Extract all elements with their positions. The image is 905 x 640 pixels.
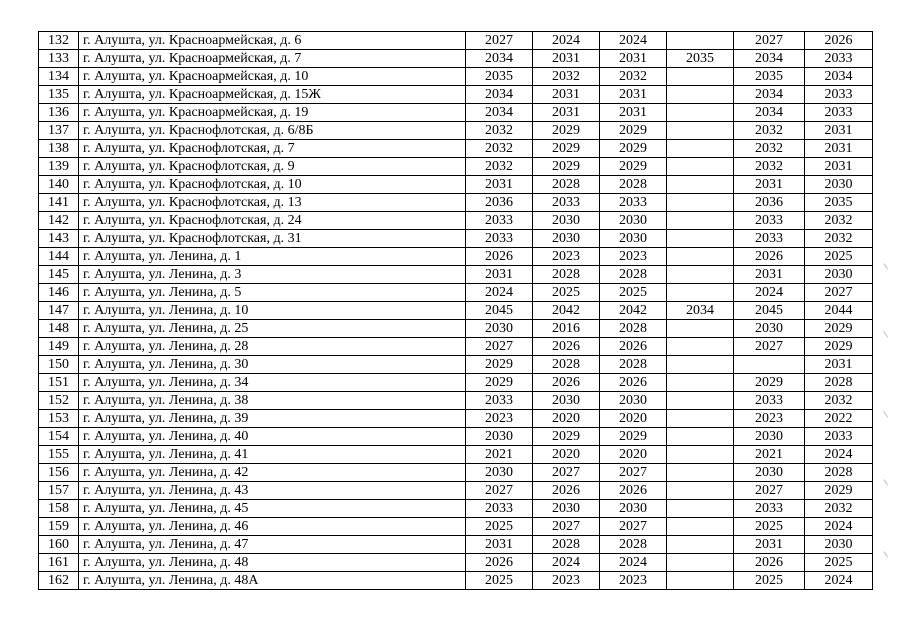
year-cell-6: 2032 — [805, 230, 873, 248]
year-cell-1: 2031 — [466, 266, 533, 284]
table-row — [39, 482, 873, 500]
address-cell: г. Алушта, ул. Ленина, д. 34 — [79, 374, 466, 392]
row-number-cell: 152 — [39, 392, 79, 410]
year-cell-6: 2025 — [805, 554, 873, 572]
year-cell-6: 2031 — [805, 356, 873, 374]
year-cell-5: 2025 — [734, 518, 805, 536]
year-cell-4 — [667, 230, 734, 248]
address-cell: г. Алушта, ул. Ленина, д. 1 — [79, 248, 466, 266]
year-cell-4 — [667, 410, 734, 428]
year-cell-6: 2029 — [805, 320, 873, 338]
address-cell: г. Алушта, ул. Краснофлотская, д. 7 — [79, 140, 466, 158]
year-cell-1: 2032 — [466, 140, 533, 158]
year-cell-3: 2026 — [600, 482, 667, 500]
year-cell-4 — [667, 572, 734, 590]
year-cell-4 — [667, 248, 734, 266]
year-cell-5: 2031 — [734, 266, 805, 284]
year-cell-6: 2027 — [805, 284, 873, 302]
year-cell-4 — [667, 428, 734, 446]
address-cell: г. Алушта, ул. Ленина, д. 38 — [79, 392, 466, 410]
address-cell: г. Алушта, ул. Ленина, д. 47 — [79, 536, 466, 554]
year-cell-2: 2031 — [533, 86, 600, 104]
address-cell: г. Алушта, ул. Красноармейская, д. 10 — [79, 68, 466, 86]
year-cell-3: 2025 — [600, 284, 667, 302]
address-cell: г. Алушта, ул. Ленина, д. 28 — [79, 338, 466, 356]
address-cell: г. Алушта, ул. Ленина, д. 25 — [79, 320, 466, 338]
year-cell-2: 2030 — [533, 230, 600, 248]
year-cell-1: 2029 — [466, 356, 533, 374]
row-number-cell: 158 — [39, 500, 79, 518]
table-row — [39, 410, 873, 428]
year-cell-1: 2035 — [466, 68, 533, 86]
year-cell-1: 2033 — [466, 500, 533, 518]
table-row — [39, 428, 873, 446]
address-cell: г. Алушта, ул. Ленина, д. 48 — [79, 554, 466, 572]
year-cell-1: 2033 — [466, 392, 533, 410]
year-cell-4 — [667, 392, 734, 410]
row-number-cell: 156 — [39, 464, 79, 482]
table-row — [39, 230, 873, 248]
table-body — [39, 32, 873, 590]
year-cell-6: 2030 — [805, 266, 873, 284]
year-cell-2: 2028 — [533, 176, 600, 194]
row-number-cell: 145 — [39, 266, 79, 284]
year-cell-1: 2027 — [466, 482, 533, 500]
row-number-cell: 159 — [39, 518, 79, 536]
year-cell-2: 2029 — [533, 140, 600, 158]
table-row — [39, 86, 873, 104]
year-cell-2: 2026 — [533, 374, 600, 392]
year-cell-3: 2031 — [600, 104, 667, 122]
year-cell-4 — [667, 266, 734, 284]
address-cell: г. Алушта, ул. Ленина, д. 45 — [79, 500, 466, 518]
year-cell-1: 2032 — [466, 122, 533, 140]
row-number-cell: 139 — [39, 158, 79, 176]
year-cell-3: 2028 — [600, 266, 667, 284]
table-row — [39, 446, 873, 464]
year-cell-2: 2026 — [533, 338, 600, 356]
address-cell: г. Алушта, ул. Ленина, д. 5 — [79, 284, 466, 302]
table-row — [39, 104, 873, 122]
year-cell-3: 2026 — [600, 374, 667, 392]
address-cell: г. Алушта, ул. Краснофлотская, д. 31 — [79, 230, 466, 248]
year-cell-5: 2027 — [734, 32, 805, 50]
year-cell-1: 2033 — [466, 230, 533, 248]
year-cell-5: 2023 — [734, 410, 805, 428]
row-number-cell: 162 — [39, 572, 79, 590]
year-cell-6: 2024 — [805, 518, 873, 536]
address-cell: г. Алушта, ул. Красноармейская, д. 6 — [79, 32, 466, 50]
table-row — [39, 500, 873, 518]
year-cell-5: 2027 — [734, 338, 805, 356]
year-cell-3: 2028 — [600, 536, 667, 554]
table-row — [39, 572, 873, 590]
year-cell-5: 2033 — [734, 500, 805, 518]
table-row — [39, 536, 873, 554]
year-cell-5: 2030 — [734, 320, 805, 338]
table-row — [39, 554, 873, 572]
year-cell-5: 2027 — [734, 482, 805, 500]
year-cell-1: 2025 — [466, 518, 533, 536]
year-cell-3: 2030 — [600, 392, 667, 410]
table-row — [39, 248, 873, 266]
year-cell-2: 2033 — [533, 194, 600, 212]
year-cell-5: 2032 — [734, 140, 805, 158]
year-cell-6: 2024 — [805, 572, 873, 590]
year-cell-5: 2033 — [734, 212, 805, 230]
year-cell-1: 2030 — [466, 464, 533, 482]
year-cell-2: 2020 — [533, 446, 600, 464]
row-number-cell: 136 — [39, 104, 79, 122]
year-cell-6: 2028 — [805, 464, 873, 482]
year-cell-3: 2033 — [600, 194, 667, 212]
year-cell-1: 2034 — [466, 50, 533, 68]
year-cell-4 — [667, 518, 734, 536]
year-cell-5: 2033 — [734, 392, 805, 410]
year-cell-6: 2034 — [805, 68, 873, 86]
year-cell-4 — [667, 32, 734, 50]
year-cell-4 — [667, 320, 734, 338]
year-cell-4 — [667, 338, 734, 356]
year-cell-5: 2036 — [734, 194, 805, 212]
address-cell: г. Алушта, ул. Красноармейская, д. 15Ж — [79, 86, 466, 104]
row-number-cell: 150 — [39, 356, 79, 374]
year-cell-1: 2025 — [466, 572, 533, 590]
year-cell-3: 2032 — [600, 68, 667, 86]
scan-mark — [883, 329, 890, 337]
table-row — [39, 50, 873, 68]
year-cell-3: 2027 — [600, 518, 667, 536]
year-cell-3: 2030 — [600, 212, 667, 230]
table-row — [39, 68, 873, 86]
year-cell-1: 2030 — [466, 320, 533, 338]
row-number-cell: 157 — [39, 482, 79, 500]
year-cell-3: 2027 — [600, 464, 667, 482]
year-cell-5: 2034 — [734, 86, 805, 104]
year-cell-2: 2028 — [533, 356, 600, 374]
address-cell: г. Алушта, ул. Ленина, д. 46 — [79, 518, 466, 536]
scan-mark — [883, 549, 890, 557]
year-cell-3: 2023 — [600, 572, 667, 590]
year-cell-2: 2030 — [533, 212, 600, 230]
year-cell-3: 2029 — [600, 122, 667, 140]
address-cell: г. Алушта, ул. Красноармейская, д. 7 — [79, 50, 466, 68]
year-cell-2: 2020 — [533, 410, 600, 428]
year-cell-2: 2024 — [533, 32, 600, 50]
year-cell-2: 2026 — [533, 482, 600, 500]
year-cell-3: 2031 — [600, 50, 667, 68]
year-cell-6: 2033 — [805, 104, 873, 122]
year-cell-6: 2024 — [805, 446, 873, 464]
year-cell-4 — [667, 284, 734, 302]
year-cell-3: 2020 — [600, 410, 667, 428]
year-cell-6: 2035 — [805, 194, 873, 212]
table-row — [39, 302, 873, 320]
year-cell-1: 2031 — [466, 536, 533, 554]
year-cell-3: 2028 — [600, 176, 667, 194]
year-cell-6: 2029 — [805, 338, 873, 356]
table-row — [39, 122, 873, 140]
year-cell-4 — [667, 86, 734, 104]
year-cell-3: 2030 — [600, 230, 667, 248]
year-cell-4 — [667, 446, 734, 464]
year-cell-4 — [667, 536, 734, 554]
year-cell-3: 2024 — [600, 554, 667, 572]
year-cell-2: 2024 — [533, 554, 600, 572]
row-number-cell: 137 — [39, 122, 79, 140]
address-cell: г. Алушта, ул. Краснофлотская, д. 24 — [79, 212, 466, 230]
year-cell-1: 2031 — [466, 176, 533, 194]
year-cell-4 — [667, 212, 734, 230]
year-cell-1: 2027 — [466, 338, 533, 356]
year-cell-3: 2023 — [600, 248, 667, 266]
year-cell-4 — [667, 158, 734, 176]
year-cell-6: 2031 — [805, 158, 873, 176]
year-cell-4 — [667, 500, 734, 518]
year-cell-6: 2029 — [805, 482, 873, 500]
year-cell-6: 2022 — [805, 410, 873, 428]
row-number-cell: 154 — [39, 428, 79, 446]
address-cell: г. Алушта, ул. Ленина, д. 3 — [79, 266, 466, 284]
year-cell-1: 2030 — [466, 428, 533, 446]
year-cell-2: 2029 — [533, 158, 600, 176]
row-number-cell: 138 — [39, 140, 79, 158]
year-cell-5: 2032 — [734, 122, 805, 140]
year-cell-4 — [667, 464, 734, 482]
year-cell-6: 2033 — [805, 50, 873, 68]
address-cell: г. Алушта, ул. Ленина, д. 43 — [79, 482, 466, 500]
year-cell-2: 2032 — [533, 68, 600, 86]
row-number-cell: 143 — [39, 230, 79, 248]
row-number-cell: 142 — [39, 212, 79, 230]
table-row — [39, 464, 873, 482]
year-cell-4 — [667, 482, 734, 500]
year-cell-2: 2028 — [533, 536, 600, 554]
row-number-cell: 141 — [39, 194, 79, 212]
table-row — [39, 32, 873, 50]
year-cell-6: 2044 — [805, 302, 873, 320]
year-cell-1: 2026 — [466, 248, 533, 266]
row-number-cell: 160 — [39, 536, 79, 554]
address-cell: г. Алушта, ул. Ленина, д. 10 — [79, 302, 466, 320]
year-cell-3: 2028 — [600, 320, 667, 338]
year-cell-1: 2034 — [466, 104, 533, 122]
year-cell-4 — [667, 140, 734, 158]
year-cell-5: 2031 — [734, 176, 805, 194]
table-row — [39, 356, 873, 374]
year-cell-5: 2045 — [734, 302, 805, 320]
year-cell-3: 2029 — [600, 140, 667, 158]
year-cell-1: 2045 — [466, 302, 533, 320]
table-row — [39, 374, 873, 392]
year-cell-5 — [734, 356, 805, 374]
address-cell: г. Алушта, ул. Краснофлотская, д. 13 — [79, 194, 466, 212]
address-cell: г. Алушта, ул. Краснофлотская, д. 10 — [79, 176, 466, 194]
table-row — [39, 518, 873, 536]
address-cell: г. Алушта, ул. Ленина, д. 41 — [79, 446, 466, 464]
year-cell-3: 2029 — [600, 428, 667, 446]
year-cell-5: 2026 — [734, 554, 805, 572]
address-cell: г. Алушта, ул. Ленина, д. 30 — [79, 356, 466, 374]
table-row — [39, 176, 873, 194]
year-cell-2: 2029 — [533, 428, 600, 446]
year-cell-2: 2023 — [533, 572, 600, 590]
year-cell-5: 2025 — [734, 572, 805, 590]
year-cell-6: 2031 — [805, 140, 873, 158]
year-cell-2: 2027 — [533, 464, 600, 482]
year-cell-2: 2028 — [533, 266, 600, 284]
year-cell-5: 2033 — [734, 230, 805, 248]
table-row — [39, 284, 873, 302]
year-cell-6: 2030 — [805, 536, 873, 554]
year-cell-4 — [667, 122, 734, 140]
row-number-cell: 146 — [39, 284, 79, 302]
year-cell-1: 2023 — [466, 410, 533, 428]
row-number-cell: 148 — [39, 320, 79, 338]
row-number-cell: 161 — [39, 554, 79, 572]
year-cell-6: 2026 — [805, 32, 873, 50]
year-cell-2: 2016 — [533, 320, 600, 338]
year-cell-5: 2021 — [734, 446, 805, 464]
year-cell-3: 2026 — [600, 338, 667, 356]
year-cell-3: 2031 — [600, 86, 667, 104]
table-row — [39, 212, 873, 230]
year-cell-6: 2032 — [805, 500, 873, 518]
year-cell-1: 2027 — [466, 32, 533, 50]
year-cell-4 — [667, 68, 734, 86]
year-cell-1: 2034 — [466, 86, 533, 104]
year-cell-5: 2030 — [734, 428, 805, 446]
year-cell-1: 2036 — [466, 194, 533, 212]
table-row — [39, 194, 873, 212]
year-cell-6: 2031 — [805, 122, 873, 140]
address-cell: г. Алушта, ул. Краснофлотская, д. 6/8Б — [79, 122, 466, 140]
table-row — [39, 140, 873, 158]
year-cell-4 — [667, 194, 734, 212]
scan-mark — [883, 477, 890, 485]
year-cell-4 — [667, 104, 734, 122]
row-number-cell: 151 — [39, 374, 79, 392]
scan-mark — [883, 261, 890, 269]
year-cell-6: 2030 — [805, 176, 873, 194]
table-row — [39, 158, 873, 176]
table-row — [39, 392, 873, 410]
table-row — [39, 320, 873, 338]
year-cell-1: 2032 — [466, 158, 533, 176]
year-cell-1: 2024 — [466, 284, 533, 302]
year-cell-6: 2032 — [805, 392, 873, 410]
year-cell-2: 2030 — [533, 500, 600, 518]
year-cell-2: 2030 — [533, 392, 600, 410]
row-number-cell: 153 — [39, 410, 79, 428]
year-cell-2: 2027 — [533, 518, 600, 536]
year-cell-1: 2033 — [466, 212, 533, 230]
year-cell-5: 2034 — [734, 104, 805, 122]
year-cell-4: 2035 — [667, 50, 734, 68]
year-cell-5: 2034 — [734, 50, 805, 68]
year-cell-3: 2024 — [600, 32, 667, 50]
year-cell-2: 2042 — [533, 302, 600, 320]
year-cell-6: 2033 — [805, 86, 873, 104]
year-cell-1: 2026 — [466, 554, 533, 572]
year-cell-4 — [667, 176, 734, 194]
year-cell-3: 2029 — [600, 158, 667, 176]
year-cell-2: 2025 — [533, 284, 600, 302]
year-cell-3: 2028 — [600, 356, 667, 374]
row-number-cell: 133 — [39, 50, 79, 68]
year-cell-4 — [667, 554, 734, 572]
year-cell-6: 2025 — [805, 248, 873, 266]
year-cell-6: 2033 — [805, 428, 873, 446]
row-number-cell: 155 — [39, 446, 79, 464]
year-cell-4 — [667, 374, 734, 392]
year-cell-4: 2034 — [667, 302, 734, 320]
year-cell-1: 2021 — [466, 446, 533, 464]
year-cell-6: 2032 — [805, 212, 873, 230]
year-cell-4 — [667, 356, 734, 374]
year-cell-2: 2023 — [533, 248, 600, 266]
table-row — [39, 338, 873, 356]
row-number-cell: 132 — [39, 32, 79, 50]
row-number-cell: 147 — [39, 302, 79, 320]
year-cell-5: 2024 — [734, 284, 805, 302]
year-cell-1: 2029 — [466, 374, 533, 392]
housing-table — [38, 31, 873, 590]
row-number-cell: 149 — [39, 338, 79, 356]
scan-mark — [883, 409, 890, 417]
table-row — [39, 266, 873, 284]
year-cell-5: 2032 — [734, 158, 805, 176]
row-number-cell: 135 — [39, 86, 79, 104]
year-cell-3: 2042 — [600, 302, 667, 320]
row-number-cell: 140 — [39, 176, 79, 194]
year-cell-2: 2031 — [533, 50, 600, 68]
address-cell: г. Алушта, ул. Ленина, д. 39 — [79, 410, 466, 428]
year-cell-5: 2029 — [734, 374, 805, 392]
year-cell-5: 2026 — [734, 248, 805, 266]
year-cell-6: 2028 — [805, 374, 873, 392]
year-cell-3: 2020 — [600, 446, 667, 464]
year-cell-3: 2030 — [600, 500, 667, 518]
year-cell-2: 2031 — [533, 104, 600, 122]
address-cell: г. Алушта, ул. Ленина, д. 40 — [79, 428, 466, 446]
row-number-cell: 134 — [39, 68, 79, 86]
year-cell-5: 2030 — [734, 464, 805, 482]
year-cell-5: 2031 — [734, 536, 805, 554]
address-cell: г. Алушта, ул. Ленина, д. 48А — [79, 572, 466, 590]
year-cell-5: 2035 — [734, 68, 805, 86]
address-cell: г. Алушта, ул. Краснофлотская, д. 9 — [79, 158, 466, 176]
address-cell: г. Алушта, ул. Ленина, д. 42 — [79, 464, 466, 482]
row-number-cell: 144 — [39, 248, 79, 266]
year-cell-2: 2029 — [533, 122, 600, 140]
address-cell: г. Алушта, ул. Красноармейская, д. 19 — [79, 104, 466, 122]
